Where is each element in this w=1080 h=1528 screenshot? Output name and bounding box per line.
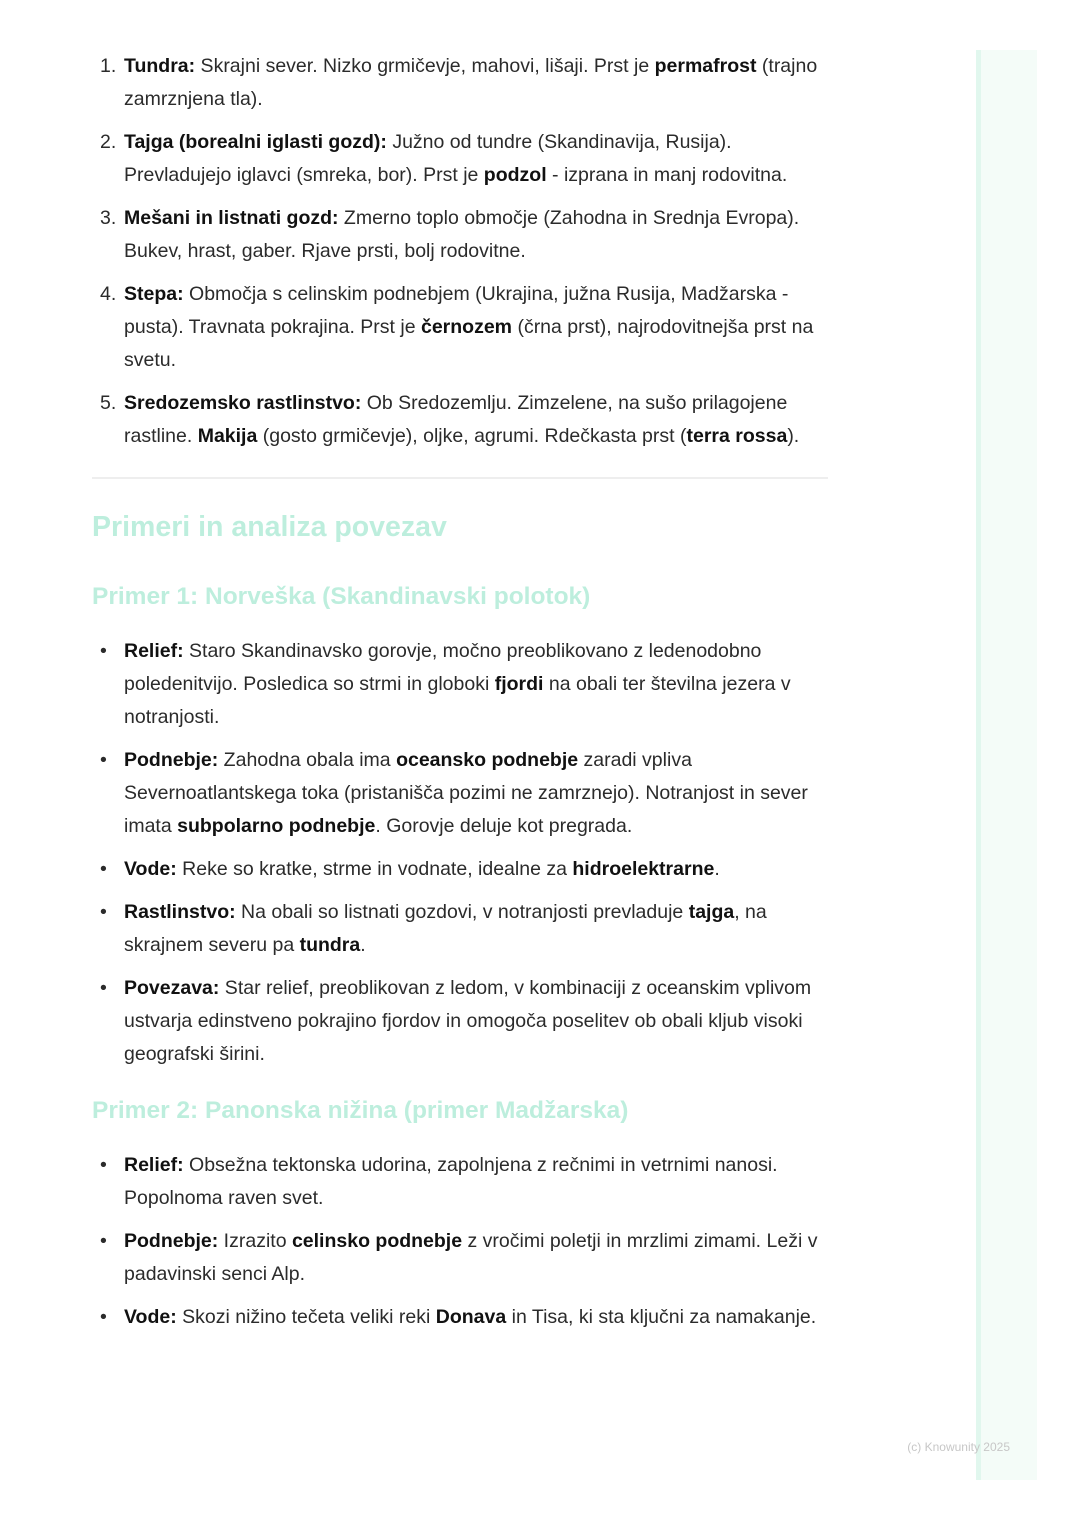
item-label: Mešani in listnati gozd:: [124, 207, 339, 229]
example-2-list: [92, 1149, 832, 1334]
item-label: Stepa:: [124, 283, 184, 305]
bold-term: hidroelektrarne: [572, 858, 715, 880]
bold-term: černozem: [420, 316, 513, 338]
item-label: Tajga (borealni iglasti gozd):: [124, 131, 387, 153]
item-label: Vode:: [124, 858, 177, 880]
bold-term: Makija: [197, 425, 258, 447]
bold-term: subpolarno podnebje: [177, 815, 376, 837]
list-item: [92, 635, 832, 734]
item-text: .: [360, 934, 366, 956]
bold-term: Donava: [435, 1306, 507, 1328]
bold-term: tundra: [299, 934, 361, 956]
item-text: zaradi vpliva Severnoatlantskega toka (pristanišča pozimi ne zamrznejo). Notranjost in sever imata: [124, 749, 808, 837]
item-label: Vode:: [124, 1306, 177, 1328]
item-label: Podnebje:: [124, 1230, 219, 1252]
item-text: .: [714, 858, 720, 880]
item-text: - izprana in manj rodovitna.: [546, 164, 788, 186]
item-text: Zmerno toplo območje (Zahodna in Srednja Evropa). Bukev, hrast, gaber. Rjave prsti, bolj rodovitne.: [124, 207, 800, 262]
bold-term: tajga: [688, 901, 735, 923]
section-title: Primeri in analiza povezav: [92, 511, 447, 543]
bold-term: terra rossa: [686, 425, 788, 447]
example-2-title: Primer 2: Panonska nižina (primer Madžarska): [92, 1097, 629, 1124]
item-label: Povezava:: [124, 977, 220, 999]
bullet-icon: •: [100, 901, 107, 923]
item-text: in Tisa, ki sta ključni za namakanje.: [506, 1306, 817, 1328]
item-label: Podnebje:: [124, 749, 219, 771]
item-text: Območja s celinskim podnebjem (Ukrajina, južna Rusija, Madžarska - pusta). Travnata pokrajina. Prst je: [124, 283, 789, 338]
bold-term: fjordi: [494, 673, 544, 695]
list-item: [92, 853, 832, 886]
list-item: [92, 50, 832, 116]
list-number: 4.: [100, 283, 117, 305]
divider: [92, 477, 828, 479]
item-text: Izrazito: [218, 1230, 292, 1252]
item-text: (gosto grmičevje), oljke, agrumi. Rdečkasta prst (: [257, 425, 687, 447]
list-item: [92, 972, 832, 1071]
document-content: [92, 50, 832, 1344]
bullet-icon: •: [100, 1306, 107, 1328]
item-label: Relief:: [124, 1154, 184, 1176]
item-text: Južno od tundre (Skandinavija, Rusija). Prevladujejo iglavci (smreka, bor). Prst je: [124, 131, 732, 186]
example-1-list: [92, 635, 832, 1071]
bold-term: podzol: [483, 164, 547, 186]
list-item: [92, 1301, 832, 1334]
list-number: 5.: [100, 392, 117, 414]
list-item: [92, 278, 832, 377]
item-text: Ob Sredozemlju. Zimzelene, na sušo prilagojene rastline.: [124, 392, 788, 447]
sidebar-panel: [976, 50, 1037, 1480]
bold-term: oceansko podnebje: [396, 749, 579, 771]
item-text: , na skrajnem severu pa: [124, 901, 767, 956]
item-text: Obsežna tektonska udorina, zapolnjena z rečnimi in vetrnimi nanosi. Popolnoma raven svet.: [124, 1154, 778, 1209]
bullet-icon: •: [100, 1230, 107, 1252]
item-text: Reke so kratke, strme in vodnate, idealne za: [176, 858, 573, 880]
item-text: Zahodna obala ima: [218, 749, 397, 771]
list-item: [92, 387, 832, 453]
item-text: (črna prst), najrodovitnejša prst na svetu.: [124, 316, 814, 371]
item-text: z vročimi poletji in mrzlimi zimami. Leži v padavinski senci Alp.: [124, 1230, 818, 1285]
bold-term: celinsko podnebje: [291, 1230, 463, 1252]
item-text: Skozi nižino tečeta veliki reki: [176, 1306, 436, 1328]
bold-term: permafrost: [654, 55, 757, 77]
item-text: Skrajni sever. Nizko grmičevje, mahovi, lišaji. Prst je: [195, 55, 655, 77]
item-text: na obali ter številna jezera v notranjosti.: [124, 673, 791, 728]
item-text: Staro Skandinavsko gorovje, močno preoblikovano z ledenodobno poledenitvijo. Posledica so strmi in globoki: [124, 640, 762, 695]
list-number: 2.: [100, 131, 117, 153]
item-text: (trajno zamrznjena tla).: [124, 55, 818, 110]
item-label: Relief:: [124, 640, 184, 662]
list-number: 3.: [100, 207, 117, 229]
item-text: Star relief, preoblikovan z ledom, v kombinaciji z oceanskim vplivom ustvarja edinstveno pokrajino fjordov in omogoča poselitev ob obali kljub visoki geografski širini.: [124, 977, 812, 1065]
item-text: . Gorovje deluje kot pregrada.: [375, 815, 633, 837]
bullet-icon: •: [100, 1154, 107, 1176]
list-item: [92, 896, 832, 962]
item-text: Na obali so listnati gozdovi, v notranjosti prevladuje: [235, 901, 689, 923]
bullet-icon: •: [100, 749, 107, 771]
copyright-footer: (c) Knowunity 2025: [907, 1440, 1010, 1454]
bullet-icon: •: [100, 640, 107, 662]
example-1-title: Primer 1: Norveška (Skandinavski polotok): [92, 583, 591, 610]
bullet-icon: •: [100, 858, 107, 880]
list-item: [92, 1149, 832, 1215]
list-item: [92, 744, 832, 843]
vegetation-list: [92, 50, 832, 453]
bullet-icon: •: [100, 977, 107, 999]
item-label: Rastlinstvo:: [124, 901, 236, 923]
list-item: [92, 126, 832, 192]
list-item: [92, 1225, 832, 1291]
item-text: ).: [787, 425, 800, 447]
list-number: 1.: [100, 55, 117, 77]
list-item: [92, 202, 832, 268]
item-label: Sredozemsko rastlinstvo:: [124, 392, 362, 414]
item-label: Tundra:: [124, 55, 196, 77]
